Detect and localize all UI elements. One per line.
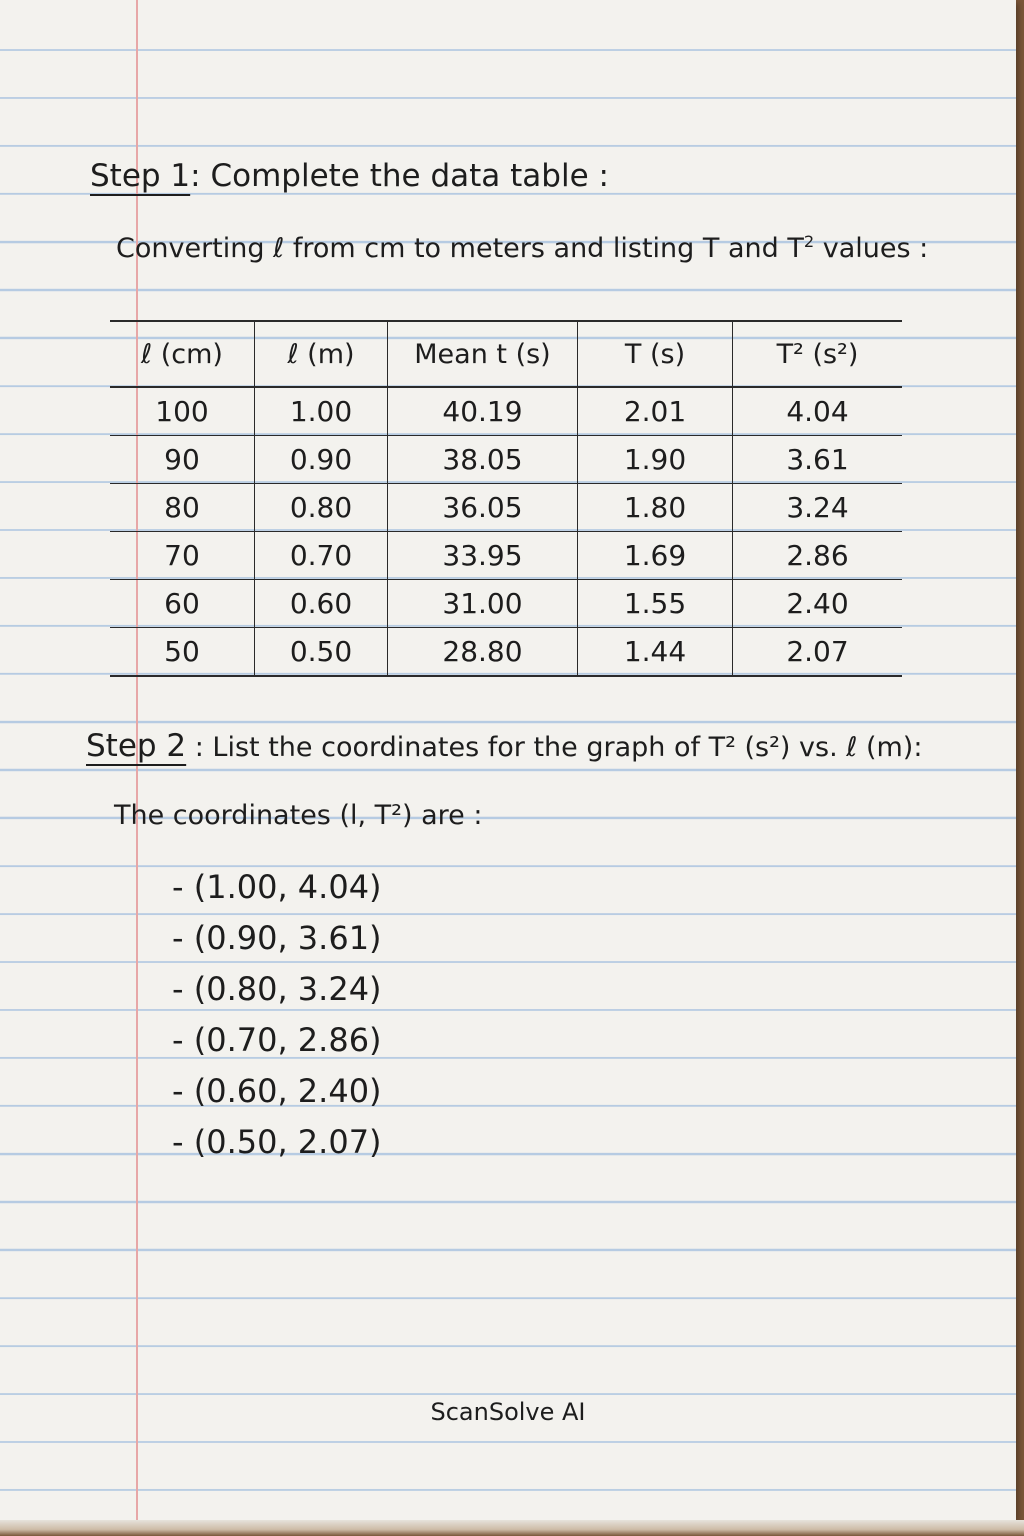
table-row	[110, 580, 902, 628]
cell-period: 1.80	[578, 484, 733, 532]
table-row	[110, 484, 902, 532]
cell-length-cm: 70	[110, 532, 255, 580]
cell-length-cm: 80	[110, 484, 255, 532]
cell-period: 1.90	[578, 436, 733, 484]
step1-subtitle-end: values :	[814, 233, 929, 264]
cell-length-cm: 60	[110, 580, 255, 628]
cell-mean-time: 38.05	[388, 436, 578, 484]
cell-length-cm: 50	[110, 628, 255, 677]
cell-period-squared: 3.24	[733, 484, 903, 532]
header-period-squared: T² (s²)	[733, 321, 903, 387]
step2-label: Step 2	[86, 728, 187, 764]
cell-period-squared: 2.86	[733, 532, 903, 580]
cell-mean-time: 33.95	[388, 532, 578, 580]
cell-period-squared: 4.04	[733, 387, 903, 436]
step1-title: : Complete the data table :	[190, 158, 609, 194]
step1-subtitle-sup: 2	[803, 232, 815, 251]
footer-brand: ScanSolve AI	[430, 1398, 586, 1426]
coordinate-item: - (0.60, 2.40)	[172, 1072, 382, 1110]
cell-mean-time: 31.00	[388, 580, 578, 628]
cell-period: 1.69	[578, 532, 733, 580]
table-row	[110, 436, 902, 484]
coordinate-item: - (1.00, 4.04)	[172, 868, 382, 906]
cell-period: 2.01	[578, 387, 733, 436]
coordinate-item: - (0.50, 2.07)	[172, 1123, 382, 1161]
cell-length-m: 1.00	[255, 387, 388, 436]
step1-subtitle-text: Converting ℓ from cm to meters and listing T and T	[116, 233, 804, 264]
cell-period: 1.55	[578, 580, 733, 628]
cell-period-squared: 2.07	[733, 628, 903, 677]
step2-heading	[86, 728, 922, 764]
coordinate-list	[172, 862, 382, 1168]
table-header-row	[110, 321, 902, 387]
page-stack-edge	[0, 1520, 1024, 1536]
step1-heading	[90, 158, 609, 194]
cell-length-m: 0.80	[255, 484, 388, 532]
step2-intro: The coordinates (l, T²) are :	[114, 800, 483, 831]
cell-mean-time: 28.80	[388, 628, 578, 677]
step2-title: : List the coordinates for the graph of T² (s²) vs. ℓ (m):	[186, 732, 923, 763]
table-row	[110, 387, 902, 436]
step1-label: Step 1	[90, 158, 191, 194]
cell-mean-time: 36.05	[388, 484, 578, 532]
header-mean-time: Mean t (s)	[388, 321, 578, 387]
cell-period-squared: 3.61	[733, 436, 903, 484]
step1-subtitle	[116, 232, 928, 264]
header-length-cm: ℓ (cm)	[110, 321, 255, 387]
cell-length-cm: 90	[110, 436, 255, 484]
cell-length-m: 0.70	[255, 532, 388, 580]
table-row	[110, 628, 902, 677]
header-period: T (s)	[578, 321, 733, 387]
cell-length-m: 0.50	[255, 628, 388, 677]
coordinate-item: - (0.70, 2.86)	[172, 1021, 382, 1059]
cell-mean-time: 40.19	[388, 387, 578, 436]
coordinate-item: - (0.80, 3.24)	[172, 970, 382, 1008]
cell-period: 1.44	[578, 628, 733, 677]
header-length-m: ℓ (m)	[255, 321, 388, 387]
cell-period-squared: 2.40	[733, 580, 903, 628]
cell-length-m: 0.90	[255, 436, 388, 484]
cell-length-m: 0.60	[255, 580, 388, 628]
coordinate-item: - (0.90, 3.61)	[172, 919, 382, 957]
table-row	[110, 532, 902, 580]
data-table	[110, 320, 902, 677]
cell-length-cm: 100	[110, 387, 255, 436]
